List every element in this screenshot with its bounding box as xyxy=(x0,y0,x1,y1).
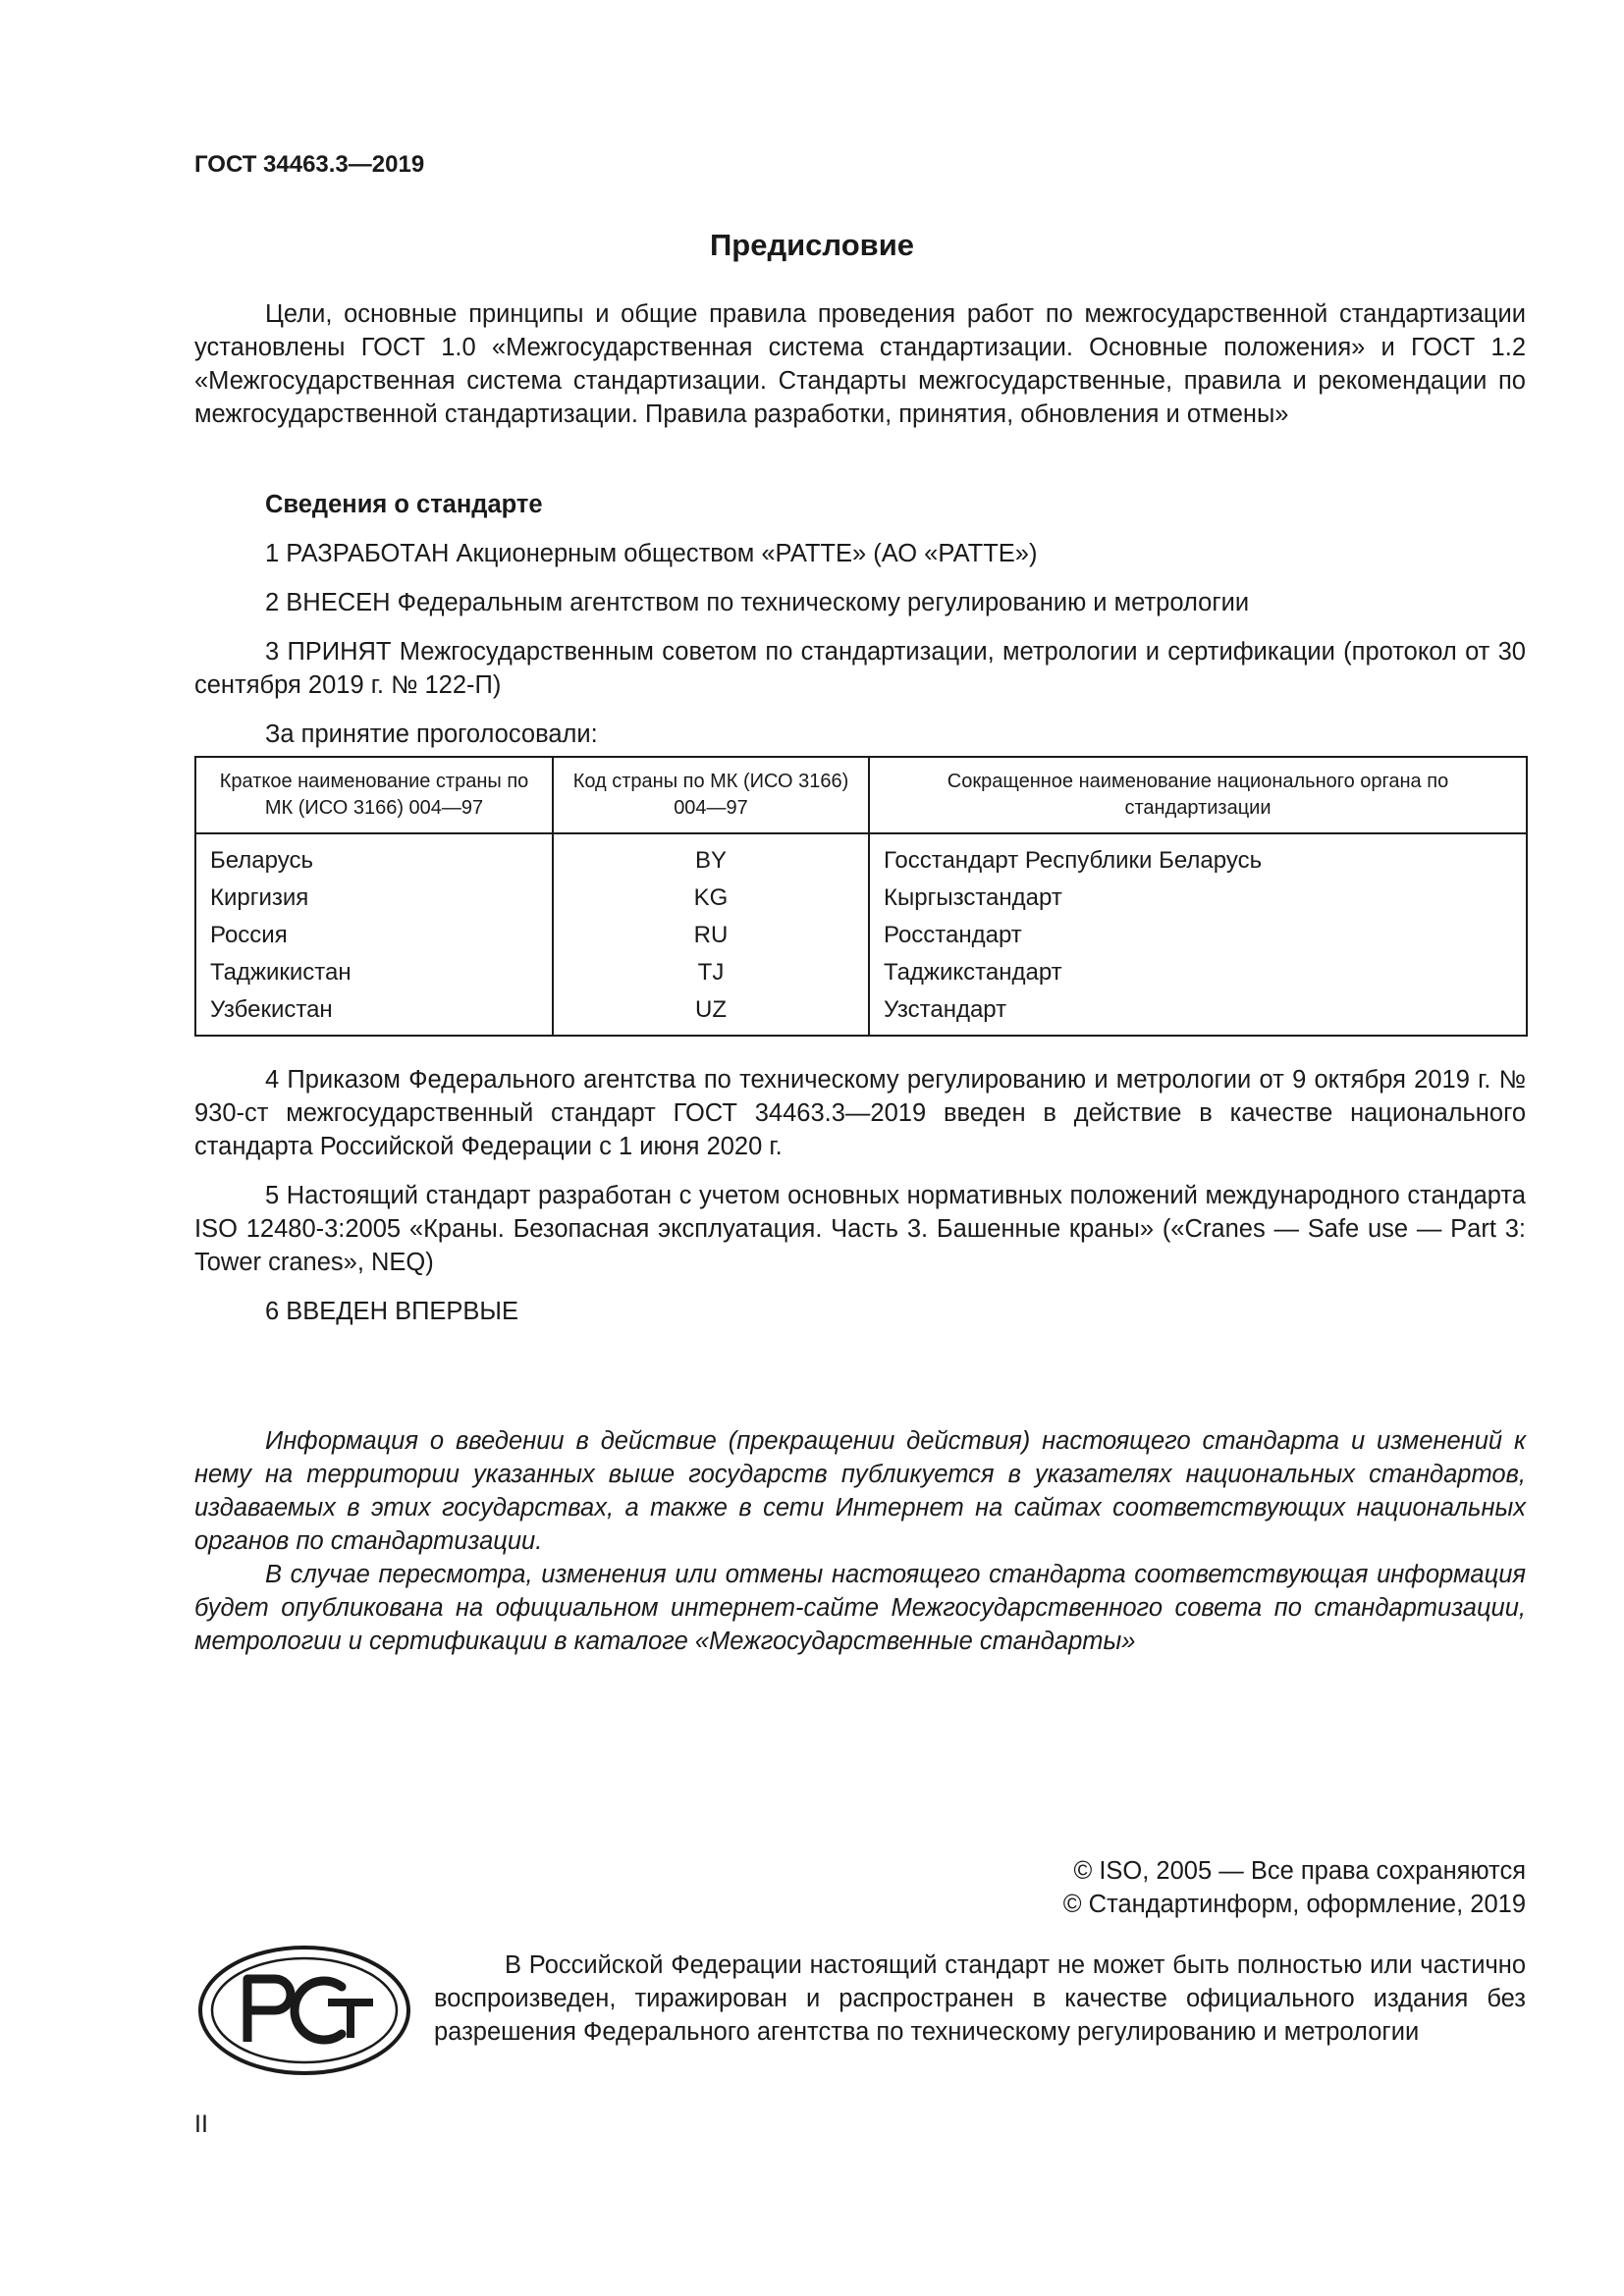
cell-country: Узбекистан xyxy=(195,991,553,1036)
header-code: Код страны по МК (ИСО 3166) 004—97 xyxy=(553,757,869,833)
cell-code: BY xyxy=(553,833,869,880)
cell-body: Узстандарт xyxy=(884,996,1007,1023)
cell-body: Росстандарт xyxy=(884,922,1022,948)
cell-country: Беларусь xyxy=(195,833,553,880)
page-number: II xyxy=(194,2110,208,2138)
table-row xyxy=(195,917,1527,954)
item-1: 1 РАЗРАБОТАН Акционерным обществом «РАТТЕ» (АО «РАТТЕ») xyxy=(265,540,1038,567)
table-row xyxy=(195,833,1527,880)
cell-code: RU xyxy=(553,917,869,954)
cell-code: UZ xyxy=(553,991,869,1036)
info-heading: Сведения о стандарте xyxy=(265,491,543,518)
table-row xyxy=(195,991,1527,1036)
header-body: Сокращенное наименование национального органа по стандартизации xyxy=(869,757,1527,833)
revision-note: В случае пересмотра, изменения или отмены настоящего стандарта соответствующая информация будет опубликована на официальном интернет-сайте Межгосударственного совета по стандартизации, метрологии и сертификации в каталоге «Межгосударственные стандарты» xyxy=(194,1561,1526,1655)
copyright-standartinform: © Стандартинформ, оформление, 2019 xyxy=(1062,1891,1526,1918)
voted-label: За принятие проголосовали: xyxy=(265,721,598,748)
table-row xyxy=(195,954,1527,991)
intro-paragraph: Цели, основные принципы и общие правила проведения работ по межгосударственной стандартизации установлены ГОСТ 1.0 «Межгосударственная система стандартизации. Основные положения» и ГОСТ 1.2 «Межгосударственная система стандартизации. Стандарты межгосударственные, правила и рекомендации по межгосударственной стандартизации. Правила разработки, принятия, обновления и отмены» xyxy=(194,300,1526,428)
cell-code: KG xyxy=(553,880,869,917)
item-5: 5 Настоящий стандарт разработан с учетом основных нормативных положений международного стандарта ISO 12480-3:2005 «Краны. Безопасная эксплуатация. Часть 3. Башенные краны» («Cranes — Safe use — Part 3: Tower cranes», NEQ) xyxy=(194,1182,1526,1276)
copyright-iso: © ISO, 2005 — Все права сохраняются xyxy=(1073,1857,1526,1885)
cell-body: Госстандарт Республики Беларусь xyxy=(884,847,1263,874)
info-note: Информация о введении в действие (прекращении действия) настоящего стандарта и изменений к нему на территории указанных выше государств публикуется в указателях национальных стандартов, издаваемых в этих государствах, а также в сети Интернет на сайтах соответствующих национальных органов по стандартизации. xyxy=(194,1427,1526,1555)
header-country: Краткое наименование страны по МК (ИСО 3166) 004—97 xyxy=(195,757,553,833)
item-2: 2 ВНЕСЕН Федеральным агентством по техническому регулированию и метрологии xyxy=(265,589,1250,616)
cell-country: Киргизия xyxy=(195,880,553,917)
rst-seal-icon xyxy=(196,1944,412,2077)
cell-code: TJ xyxy=(553,954,869,991)
cell-body: Кыргызстандарт xyxy=(884,884,1062,911)
table-header-row xyxy=(195,757,1527,833)
page-title: Предисловие xyxy=(709,228,914,262)
item-3: 3 ПРИНЯТ Межгосударственным советом по стандартизации, метрологии и сертификации (протокол от 30 сентября 2019 г. № 122-П) xyxy=(194,638,1526,699)
cell-country: Россия xyxy=(195,917,553,954)
table-row xyxy=(195,880,1527,917)
document-code: ГОСТ 34463.3—2019 xyxy=(194,151,425,178)
cell-country: Таджикистан xyxy=(195,954,553,991)
copyright-notice: В Российской Федерации настоящий стандарт не может быть полностью или частично воспроизведен, тиражирован и распространен в качестве официального издания без разрешения Федерального агентства по техническому регулированию и метрологии xyxy=(434,1951,1526,2046)
item-6: 6 ВВЕДЕН ВПЕРВЫЕ xyxy=(265,1298,519,1325)
cell-body: Таджикстандарт xyxy=(884,959,1062,986)
item-4: 4 Приказом Федерального агентства по техническому регулированию и метрологии от 9 октября 2019 г. № 930-ст межгосударственный стандарт ГОСТ 34463.3—2019 введен в действие в качестве национального стандарта Российской Федерации с 1 июня 2020 г. xyxy=(194,1066,1526,1160)
voting-table xyxy=(194,756,1528,1037)
